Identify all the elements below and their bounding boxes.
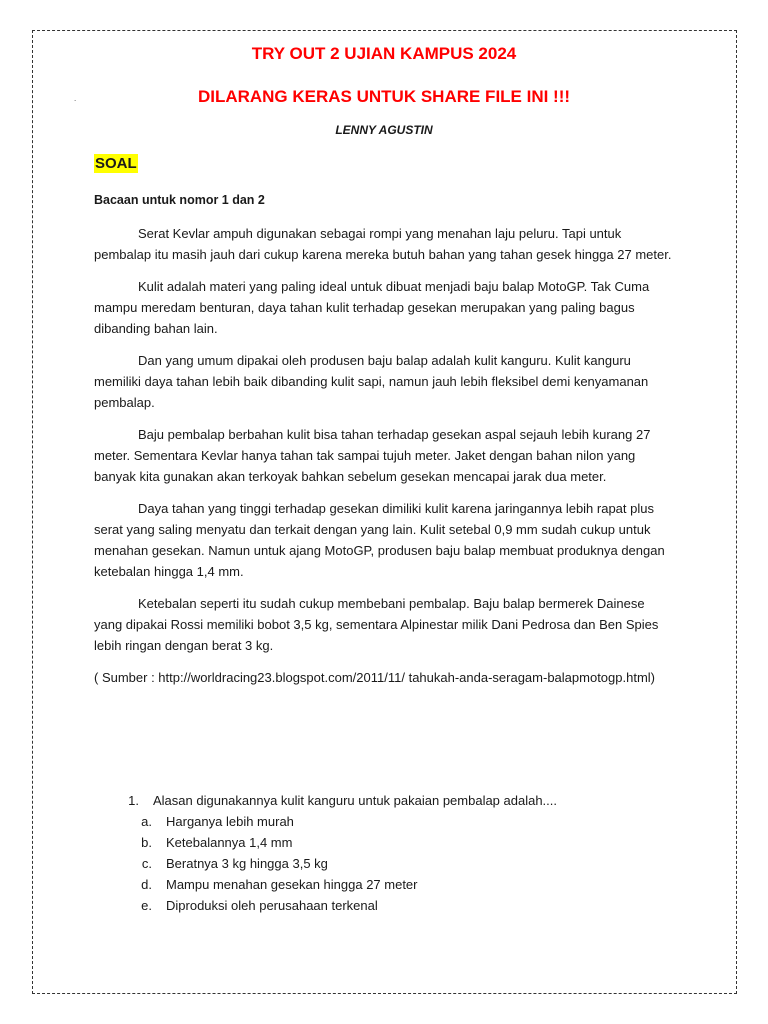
paragraph: Kulit adalah materi yang paling ideal untuk dibuat menjadi baju balap MotoGP. Tak Cuma mampu meredam benturan, daya tahan kulit terhadap gesekan merupakan yang paling bagus dibanding bahan lain. — [94, 279, 650, 336]
option-letter: a. — [141, 814, 152, 829]
stray-dot: . — [74, 94, 77, 103]
author-name: LENNY AGUSTIN — [335, 123, 433, 137]
option-letter: b. — [141, 835, 152, 850]
question-1 — [94, 790, 674, 916]
section-label-soal: SOAL — [95, 155, 137, 172]
option-b — [94, 832, 674, 853]
option-a — [94, 811, 674, 832]
paragraph: Ketebalan seperti itu sudah cukup membebani pembalap. Baju balap bermerek Dainese yang dipakai Rossi memiliki bobot 3,5 kg, sementara Alpinestar milik Dani Pedrosa dan Ben Spies lebih ringan dengan berat 3 kg. — [94, 596, 659, 653]
option-text: Mampu menahan gesekan hingga 27 meter — [166, 877, 418, 892]
paragraph: Serat Kevlar ampuh digunakan sebagai rompi yang menahan laju peluru. Tapi untuk pembalap itu masih jauh dari cukup karena mereka butuh bahan yang tahan gesek hingga 27 meter. — [94, 226, 672, 262]
option-letter: c. — [141, 856, 152, 871]
paragraph: Baju pembalap berbahan kulit bisa tahan terhadap gesekan aspal sejauh lebih kurang 27 meter. Sementara Kevlar hanya tahan tak sampai tujuh meter. Jaket dengan bahan nilon yang banyak kita gunakan akan terkoyak bahkan sebelum gesekan mencapai jarak dua meter. — [94, 427, 651, 484]
option-text: Diproduksi oleh perusahaan terkenal — [166, 898, 378, 913]
option-text: Beratnya 3 kg hingga 3,5 kg — [166, 856, 328, 871]
paragraph: Dan yang umum dipakai oleh produsen baju balap adalah kulit kanguru. Kulit kanguru memiliki daya tahan lebih baik dibanding kulit sapi, namun jauh lebih fleksibel demi kenyamanan pembalap. — [94, 353, 649, 410]
option-e — [94, 895, 674, 916]
option-text: Harganya lebih murah — [166, 814, 294, 829]
reading-passage — [94, 223, 674, 688]
option-d — [94, 874, 674, 895]
option-text: Ketebalannya 1,4 mm — [166, 835, 293, 850]
paragraph: Daya tahan yang tinggi terhadap gesekan dimiliki kulit karena jaringannya lebih rapat plus serat yang saling menyatu dan terkait dengan yang lain. Kulit setebal 0,9 mm sudah cukup untuk menahan gesekan. Namun untuk ajang MotoGP, produsen baju balap membuat produknya dengan ketebalan hingga 1,4 mm. — [94, 501, 665, 579]
question-number: 1. — [128, 793, 139, 808]
option-c — [94, 853, 674, 874]
answer-options — [94, 811, 674, 916]
question-text: Alasan digunakannya kulit kanguru untuk pakaian pembalap adalah.... — [153, 793, 558, 808]
warning-title: DILARANG KERAS UNTUK SHARE FILE INI !!! — [197, 87, 571, 106]
question-stem — [94, 790, 674, 811]
source-citation: ( Sumber : http://worldracing23.blogspot.com/2011/11/ tahukah-anda-seragam-balapmotogp.html) — [94, 670, 655, 685]
reading-title: Bacaan untuk nomor 1 dan 2 — [94, 193, 265, 207]
document-title: TRY OUT 2 UJIAN KAMPUS 2024 — [251, 44, 517, 63]
option-letter: d. — [141, 877, 152, 892]
option-letter: e. — [141, 898, 152, 913]
